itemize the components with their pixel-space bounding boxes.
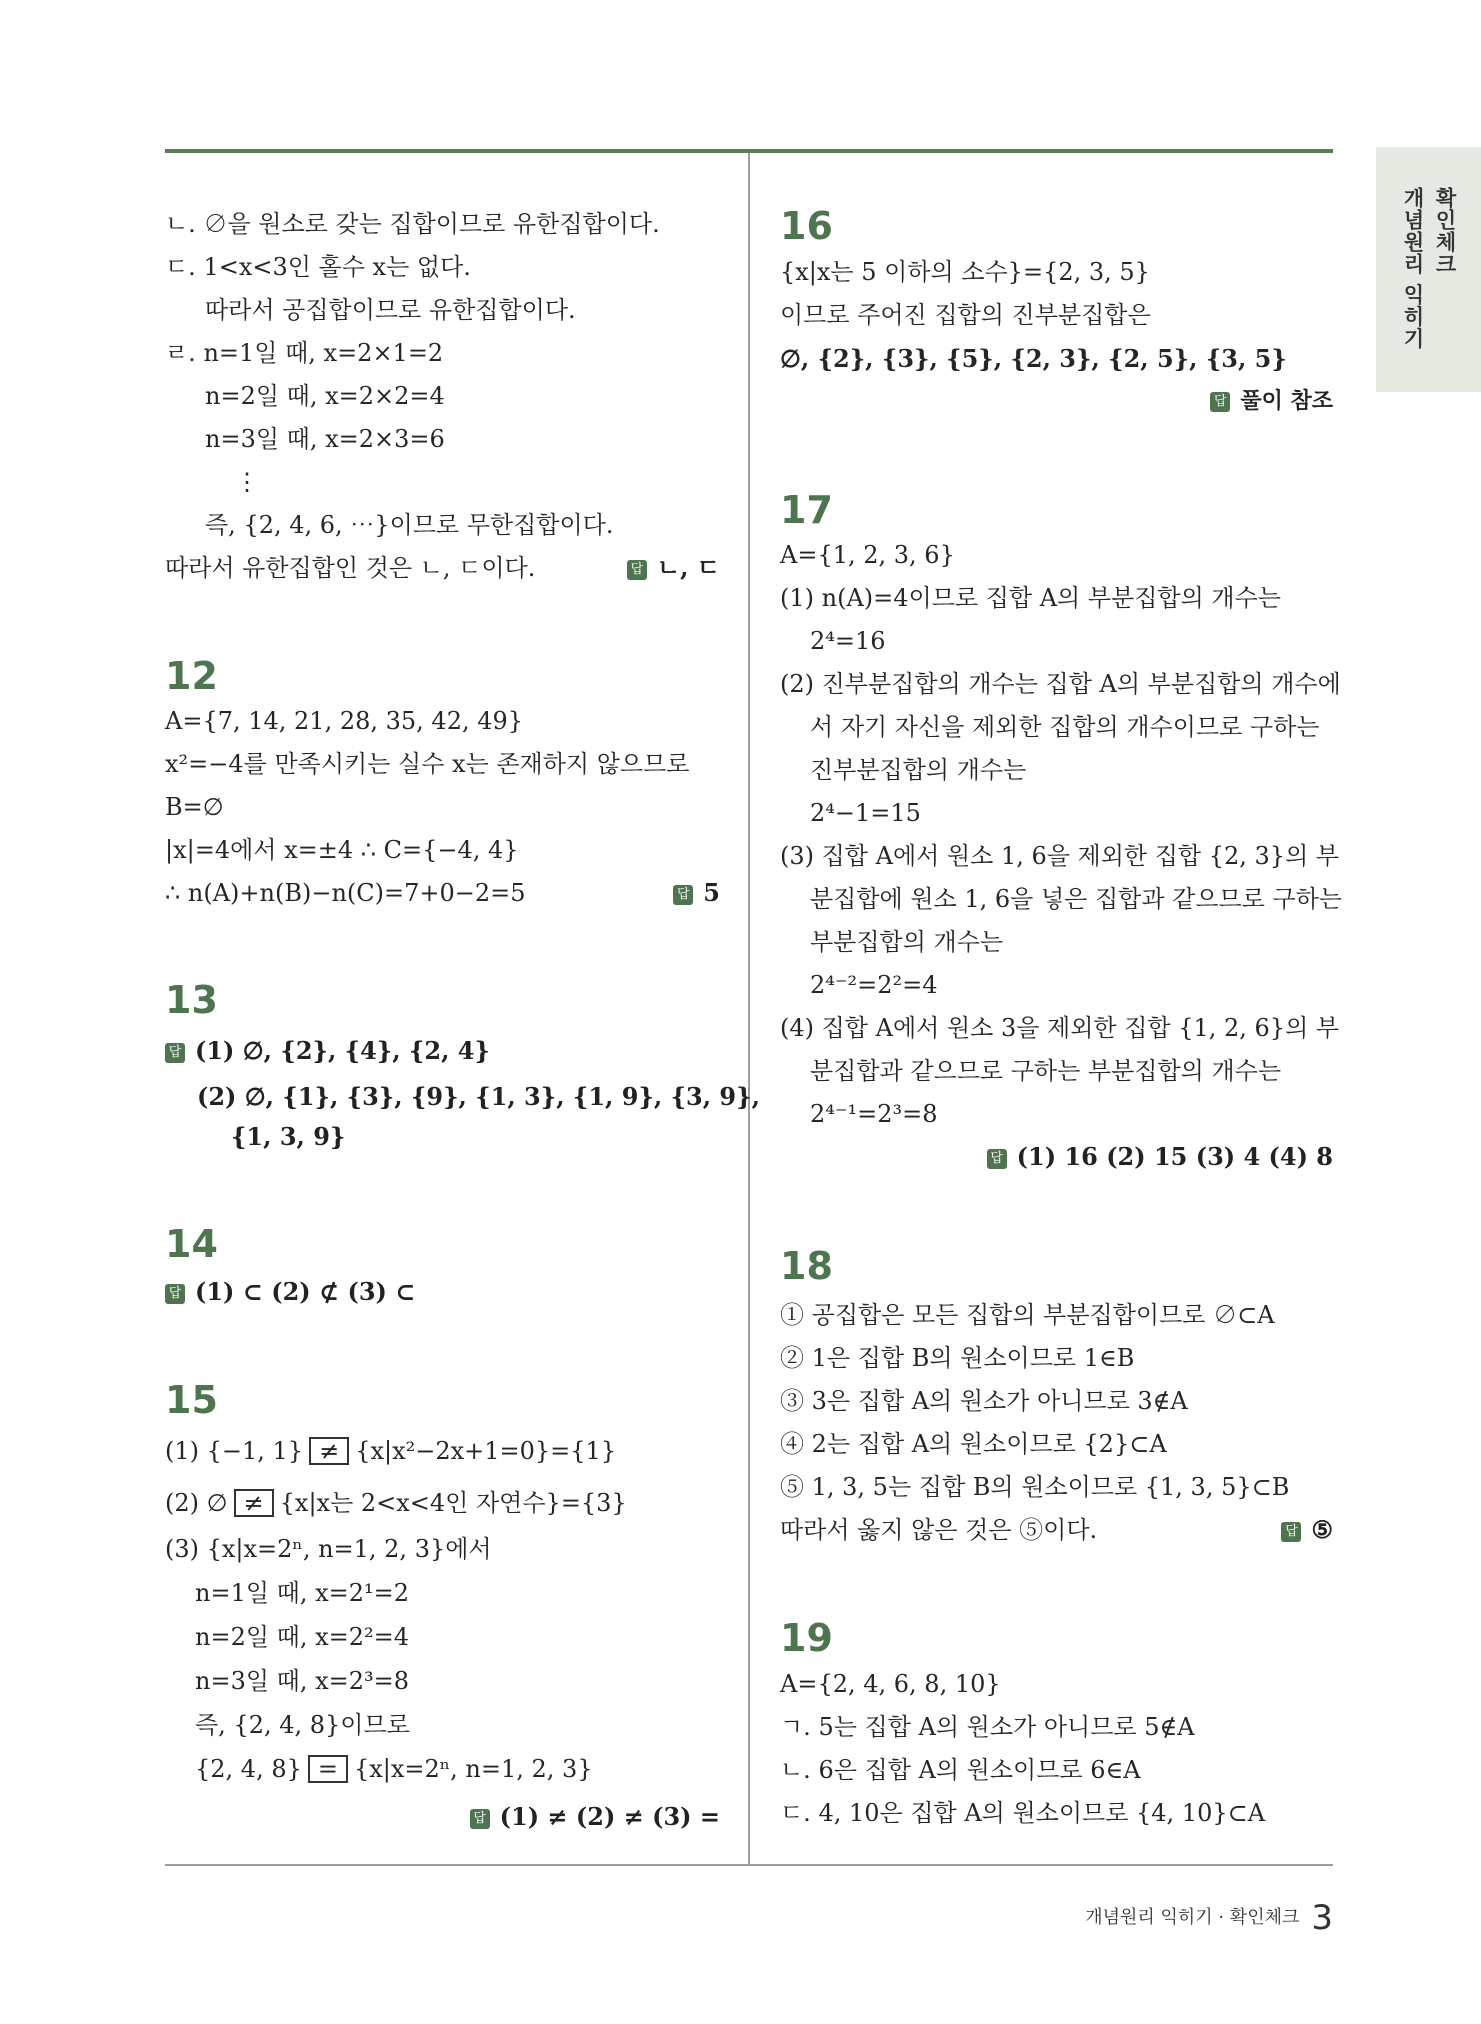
answer-text: ⑤ [1311, 1515, 1333, 1544]
solution-line: 분집합에 원소 1, 6을 넣은 집합과 같으므로 구하는 [810, 885, 1343, 913]
answer [1281, 1515, 1333, 1545]
answer-box: = [308, 1755, 348, 1783]
question-number: 19 [780, 1616, 833, 1660]
answer-text: 풀이 참조 [1240, 389, 1333, 414]
answer-badge-icon: 답 [165, 1284, 185, 1304]
solution-line: ③ 3은 집합 A의 원소가 아니므로 3∉A [780, 1387, 1188, 1415]
answer-badge-icon: 답 [673, 885, 693, 905]
answer-badge-icon: 답 [987, 1149, 1007, 1169]
answer-badge-icon: 답 [1210, 392, 1230, 412]
solution-line: 2⁴⁻¹=2³=8 [810, 1100, 938, 1128]
solution-line: |x|=4에서 x=±4 ∴ C={−4, 4} [165, 836, 519, 864]
question-number: 12 [165, 654, 218, 698]
solution-line: (1) n(A)=4이므로 집합 A의 부분집합의 개수는 [780, 584, 1281, 612]
solution-line: n=3일 때, x=2³=8 [195, 1667, 410, 1695]
answer-text: (1) ∅, {2}, {4}, {2, 4} [195, 1036, 490, 1065]
solution-line: B=∅ [165, 793, 224, 821]
answer [627, 553, 720, 583]
solution-line: 즉, {2, 4, 8}이므로 [195, 1711, 410, 1739]
solution-line: 따라서 유한집합인 것은 ㄴ, ㄷ이다. [165, 554, 536, 582]
question-number: 17 [780, 488, 833, 532]
solution-line: ∅, {2}, {3}, {5}, {2, 3}, {2, 5}, {3, 5} [780, 344, 1287, 373]
solution-line: ⑤ 1, 3, 5는 집합 B의 원소이므로 {1, 3, 5}⊂B [780, 1473, 1290, 1501]
footer-section-title: 개념원리 익히기 · 확인체크 [1085, 1907, 1300, 1928]
solution-line: 진부분집합의 개수는 [810, 756, 1027, 784]
solution-line: ㄷ. 1<x<3인 홀수 x는 없다. [165, 253, 471, 281]
solution-line: (4) 집합 A에서 원소 3을 제외한 집합 {1, 2, 6}의 부 [780, 1014, 1340, 1042]
column-divider [748, 153, 750, 1865]
answer [165, 1036, 490, 1066]
question-number: 13 [165, 978, 218, 1022]
solution-line: (3) 집합 A에서 원소 1, 6을 제외한 집합 {2, 3}의 부 [780, 842, 1340, 870]
solution-line: 즉, {2, 4, 6, ⋯}이므로 무한집합이다. [205, 511, 614, 539]
solution-line [195, 1754, 593, 1784]
solution-line: 부분집합의 개수는 [810, 928, 1004, 956]
question-number: 15 [165, 1378, 218, 1422]
answer [470, 1802, 720, 1832]
solution-line: ㄹ. n=1일 때, x=2×1=2 [165, 339, 444, 367]
solution-line: 따라서 옳지 않은 것은 ⑤이다. [780, 1516, 1098, 1544]
answer-text: (2) ∅, {1}, {3}, {9}, {1, 3}, {1, 9}, {3, 9}, [197, 1082, 760, 1111]
solution-line: 서 자기 자신을 제외한 집합의 개수이므로 구하는 [810, 713, 1320, 741]
set-expression: {2, 4, 8} [195, 1755, 302, 1783]
side-tab-subtitle: 개념원리 익히기 [1401, 187, 1425, 350]
answer-badge-icon: 답 [165, 1043, 185, 1063]
answer-box: ≠ [309, 1437, 349, 1465]
answer [165, 1277, 415, 1307]
answer-text: (1) ≠ (2) ≠ (3) = [499, 1802, 720, 1831]
set-expression: {x|x²−2x+1=0}={1} [355, 1437, 617, 1465]
vertical-ellipsis: ⋮ [235, 468, 259, 496]
solution-line: ∴ n(A)+n(B)−n(C)=7+0−2=5 [165, 879, 526, 907]
answer-text: (1) ⊂ (2) ⊄ (3) ⊂ [195, 1277, 416, 1306]
solution-line: ② 1은 집합 B의 원소이므로 1∈B [780, 1344, 1135, 1372]
question-number: 14 [165, 1222, 218, 1266]
answer [673, 878, 720, 908]
solution-line: ㄴ. 6은 집합 A의 원소이므로 6∈A [780, 1756, 1141, 1784]
answer-badge-icon: 답 [627, 560, 647, 580]
solution-line [165, 1488, 627, 1518]
solution-line: x²=−4를 만족시키는 실수 x는 존재하지 않으므로 [165, 750, 690, 778]
answer-box: ≠ [234, 1489, 274, 1517]
solution-line: (2) 진부분집합의 개수는 집합 A의 부분집합의 개수에 [780, 670, 1341, 698]
solution-line: ㄴ. ∅을 원소로 갖는 집합이므로 유한집합이다. [165, 210, 660, 238]
solution-line: ㄱ. 5는 집합 A의 원소가 아니므로 5∉A [780, 1713, 1195, 1741]
answer-text: ㄴ, ㄷ [656, 553, 720, 582]
question-number: 16 [780, 204, 833, 248]
solution-line: ① 공집합은 모든 집합의 부분집합이므로 ∅⊂A [780, 1301, 1275, 1329]
solution-line: {x|x는 5 이하의 소수}={2, 3, 5} [780, 258, 1150, 286]
solution-line [165, 1436, 616, 1466]
solution-line: n=3일 때, x=2×3=6 [205, 425, 445, 453]
answer-text: {1, 3, 9} [231, 1122, 346, 1151]
page-number: 3 [1311, 1898, 1333, 1938]
solution-line: 2⁴⁻²=2²=4 [810, 971, 938, 999]
solution-line: n=2일 때, x=2×2=4 [205, 382, 445, 410]
bottom-rule [165, 1864, 1333, 1866]
solution-line: (3) {x|x=2ⁿ, n=1, 2, 3}에서 [165, 1535, 492, 1563]
answer-badge-icon: 답 [1281, 1522, 1301, 1542]
side-tab-title: 확인체크 [1433, 187, 1457, 275]
solution-line: ㄷ. 4, 10은 집합 A의 원소이므로 {4, 10}⊂A [780, 1799, 1266, 1827]
answer [1210, 387, 1333, 417]
chapter-side-tab [1376, 147, 1481, 392]
answer-badge-icon: 답 [470, 1809, 490, 1829]
solution-line: n=2일 때, x=2²=4 [195, 1623, 410, 1651]
set-expression: (2) ∅ [165, 1489, 228, 1517]
set-expression: {x|x=2ⁿ, n=1, 2, 3} [353, 1755, 593, 1783]
solution-line: ④ 2는 집합 A의 원소이므로 {2}⊂A [780, 1430, 1167, 1458]
set-expression: {x|x는 2<x<4인 자연수}={3} [279, 1489, 627, 1517]
solution-line: 분집합과 같으므로 구하는 부분집합의 개수는 [810, 1057, 1282, 1085]
solution-line: A={2, 4, 6, 8, 10} [780, 1670, 1001, 1698]
page-footer [1085, 1898, 1333, 1938]
set-expression: (1) {−1, 1} [165, 1437, 304, 1465]
question-number: 18 [780, 1244, 833, 1288]
solution-line: A={7, 14, 21, 28, 35, 42, 49} [165, 707, 524, 735]
answer-text: (1) 16 (2) 15 (3) 4 (4) 8 [1016, 1142, 1333, 1171]
answer [987, 1142, 1333, 1172]
solution-line: 2⁴=16 [810, 627, 886, 655]
answer-text: 5 [703, 878, 720, 907]
solution-line: A={1, 2, 3, 6} [780, 541, 955, 569]
solution-line: n=1일 때, x=2¹=2 [195, 1579, 410, 1607]
solution-line: 이므로 주어진 집합의 진부분집합은 [780, 301, 1151, 329]
solution-line: 2⁴−1=15 [810, 799, 921, 827]
solution-line: 따라서 공집합이므로 유한집합이다. [205, 296, 576, 324]
